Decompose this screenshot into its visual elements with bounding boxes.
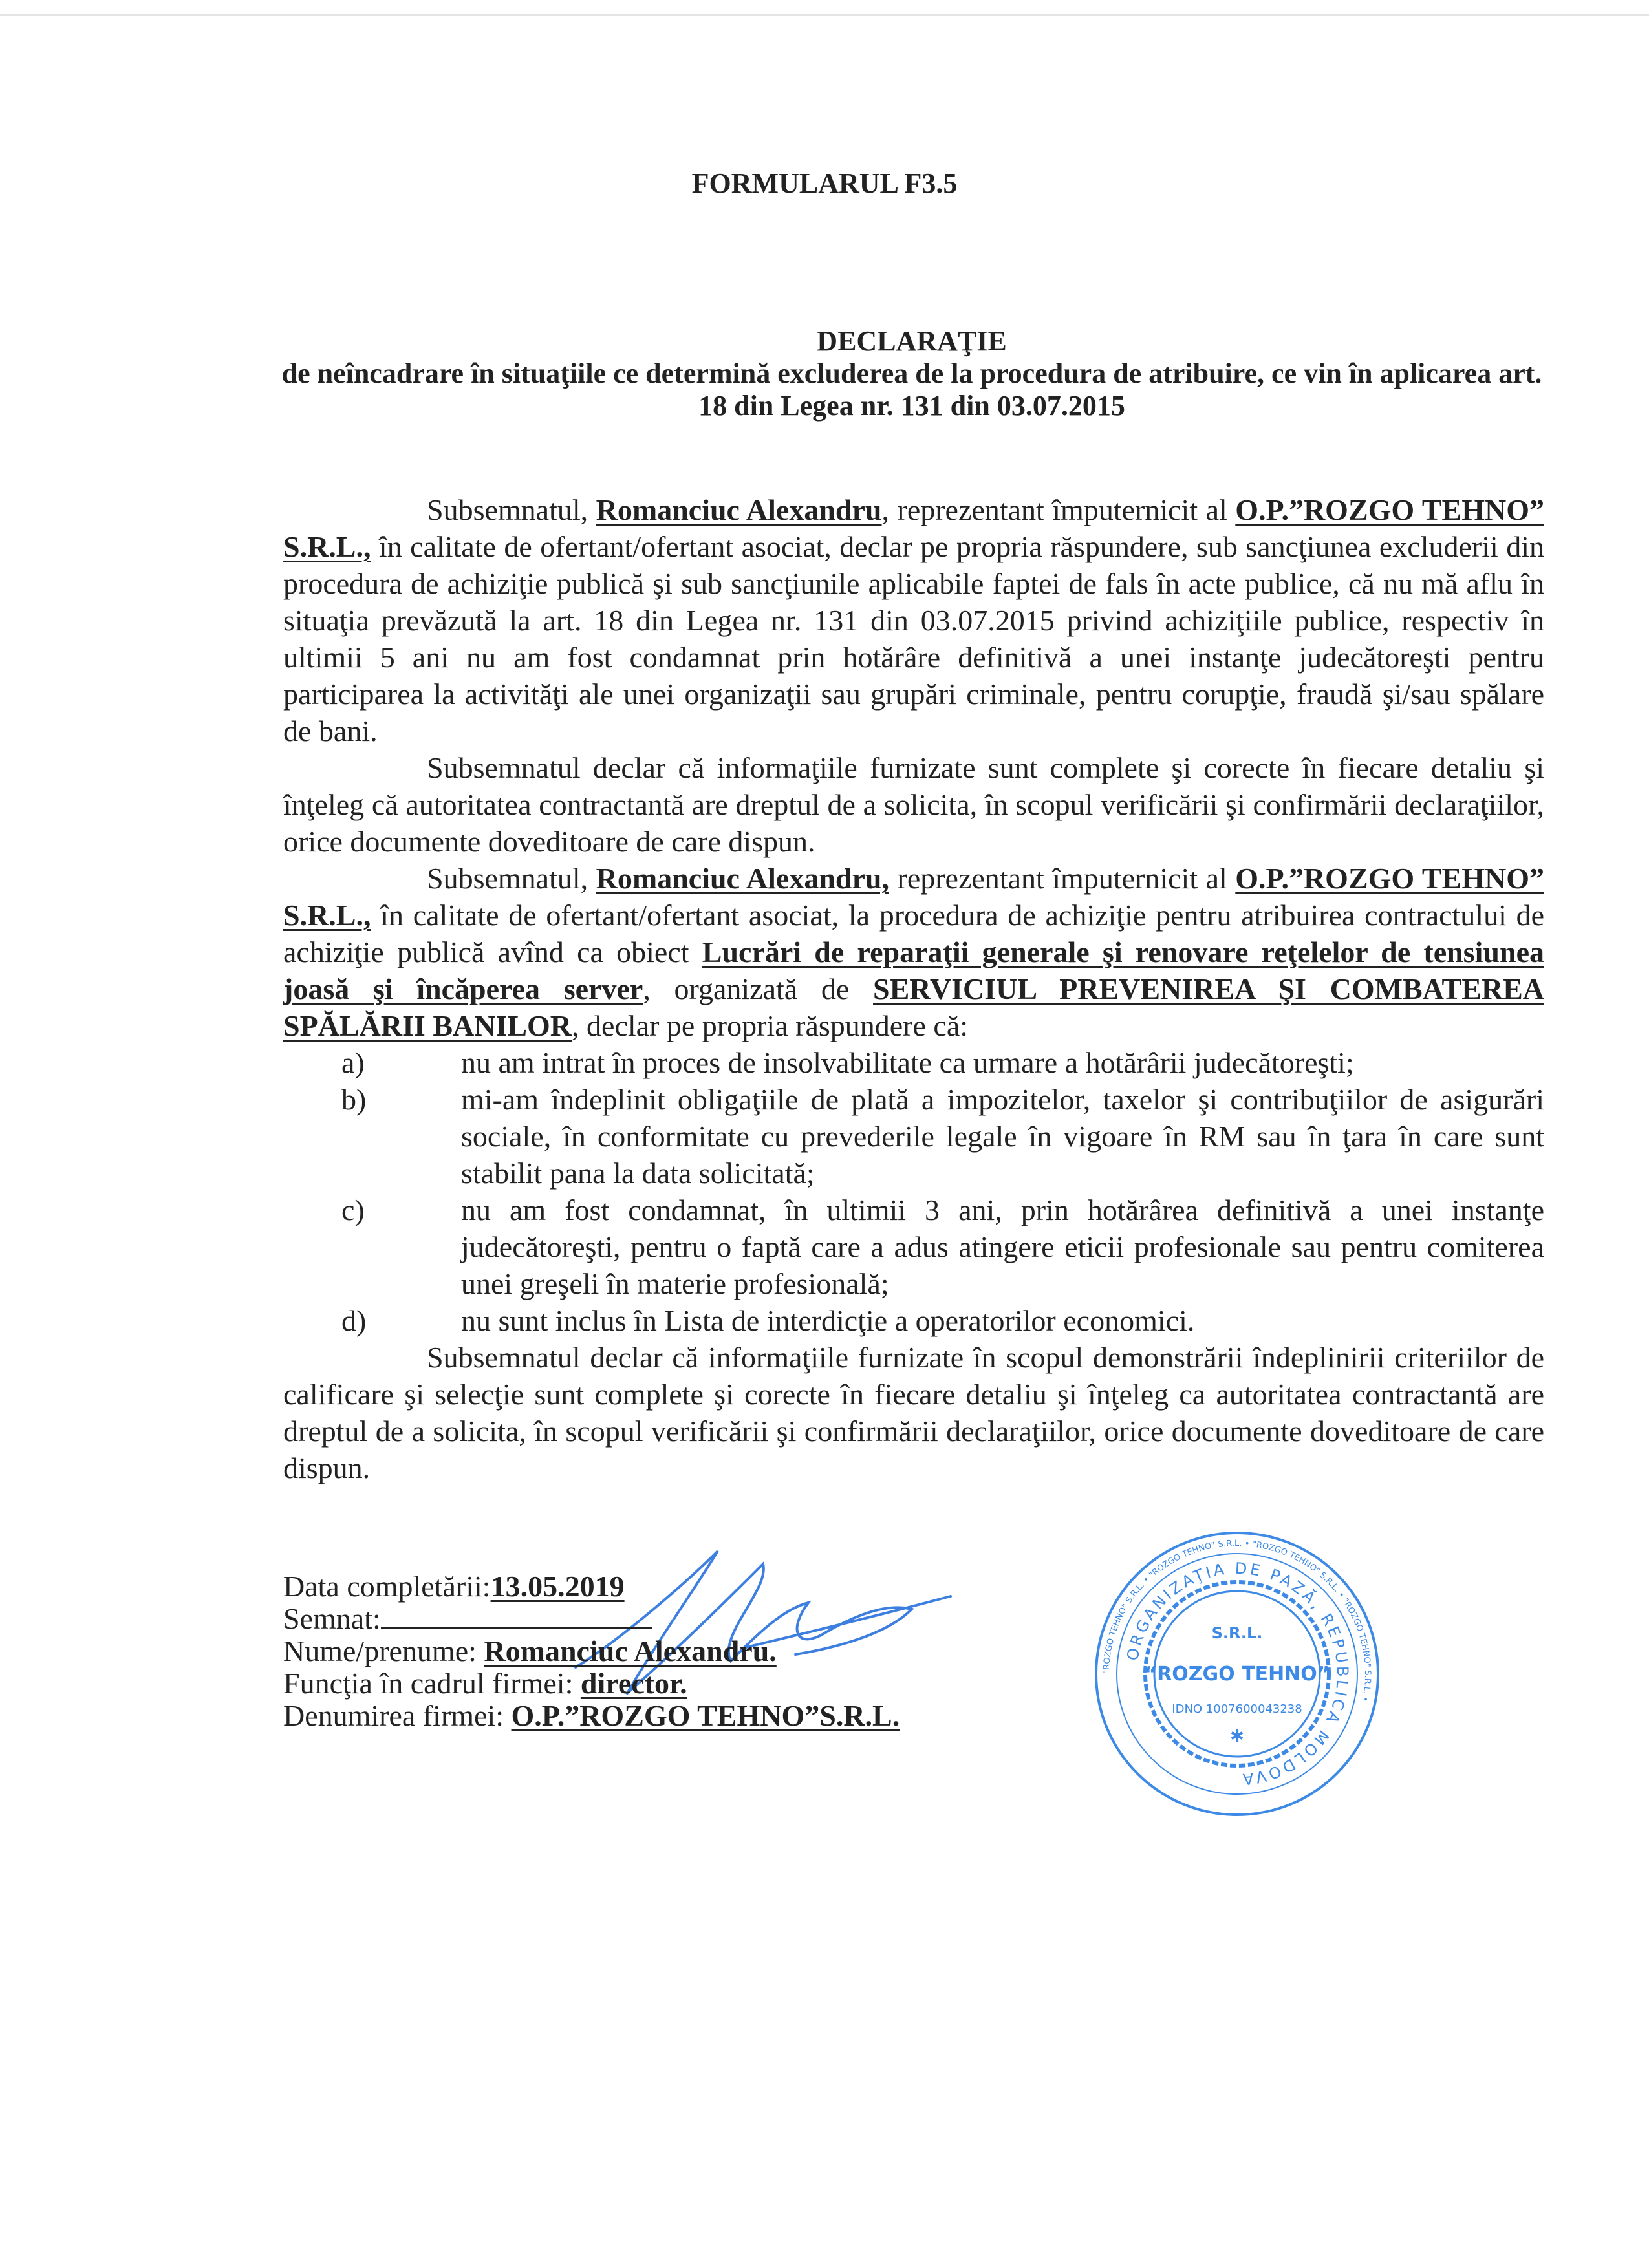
signed-label: Semnat: — [283, 1602, 381, 1635]
role-label: Funcţia în cadrul firmei: — [283, 1667, 581, 1700]
item-label: d) — [341, 1304, 367, 1337]
role-row — [283, 1667, 1027, 1700]
text: în calitate de ofertant/ofertant asociat, la procedura de achiziţie pentru atribuirea contractului de achiziţie publică avînd ca obiect — [283, 899, 1544, 968]
firm-name: O.P.”ROZGO TEHNO” S.R.L., — [283, 862, 1544, 932]
heading-title: DECLARAŢIE — [817, 325, 1007, 357]
contracting-authority: SERVICIUL PREVENIREA ŞI COMBATEREA SPĂLĂRII BANILOR — [283, 972, 1544, 1042]
company-stamp — [1092, 1525, 1383, 1823]
stamp-company: “ROZGO TEHNO” — [1144, 1663, 1330, 1685]
text: Subsemnatul, — [427, 862, 596, 895]
list-item — [283, 1081, 1544, 1192]
paragraph-4: Subsemnatul declar că informaţiile furnizate în scopul demonstrării îndeplinirii criteriilor de calificare şi selecţie sunt complete şi corecte în fiecare detaliu şi înţeleg ca autoritatea contractantă are dreptul de a solicita, în scopul verificării şi confirmării declaraţiilor, orice documente doveditoare de care dispun. — [283, 1341, 1544, 1484]
form-title: FORMULARUL F3.5 — [691, 167, 958, 199]
signer-name: Romanciuc Alexandru, — [596, 862, 890, 895]
item-label: a) — [341, 1046, 365, 1079]
item-text: mi-am îndeplinit obligaţiile de plată a impozitelor, taxelor şi contribuţiilor de asigurări sociale, în conformitate cu prevederile legale în vigoare în RM sau în ţara în care sunt stabilit pana la data solicitată; — [461, 1083, 1544, 1190]
signature-line — [381, 1627, 652, 1629]
text: Subsemnatul, — [427, 493, 596, 526]
paragraph-1 — [283, 491, 1544, 749]
firm-name: O.P.”ROZGO TEHNO” S.R.L., — [283, 493, 1544, 563]
stamp-srl: S.R.L. — [1211, 1624, 1263, 1642]
list-item — [283, 1302, 1544, 1339]
text: , organizată de — [643, 972, 873, 1005]
text: în calitate de ofertant/ofertant asociat, declar pe propria răspundere, sub sancţiunea excluderii din procedura de achiziţie publică şi sub sancţiunile aplicabile faptei de fals în acte publice, că nu mă aflu în situaţia prevăzută la art. 18 din Legea nr. 131 din 03.07.2015 privind achiziţiile publice, respectiv în ultimii 5 ani nu am fost condamnat prin hotărâre definitivă a unei instanţe judecătoreşti pentru participarea la activităţi ale unei organizaţii sau grupări criminale, pentru corupţie, fraudă şi/sau spălare de bani. — [283, 530, 1544, 747]
item-label: b) — [341, 1083, 367, 1116]
stamp-ring-text: ORGANIZAŢIA DE PAZĂ, REPUBLICA MOLDOVA — [1123, 1559, 1352, 1789]
signature-block — [283, 1525, 1027, 1732]
name-value: Romanciuc Alexandru. — [484, 1634, 777, 1667]
stamp-outer-text: "ROZGO TEHNO" S.R.L. • "ROZGO TEHNO" S.R.L. • "ROZGO TEHNO" S.R.L. • "ROZGO TEHNO" S.R.L. • — [1101, 1538, 1373, 1703]
declaration-body — [283, 491, 1544, 1486]
date-row — [283, 1570, 1027, 1603]
date-value: 13.05.2019 — [490, 1570, 625, 1603]
item-text: nu am fost condamnat, în ultimii 3 ani, prin hotărârea definitivă a unei instanţe judecătoreşti, pentru o faptă care a adus atingere eticii profesionale sau pentru comiterea unei greşeli în materie profesională; — [461, 1193, 1544, 1300]
contract-object: Lucrări de reparaţii generale şi renovare reţelelor de tensiunea joasă şi încăperea server — [283, 936, 1545, 1005]
firm-row — [283, 1700, 1027, 1732]
paragraph-2: Subsemnatul declar că informaţiile furnizate sunt complete şi corecte în fiecare detaliu şi înţeleg că autoritatea contractantă are dreptul de a solicita, în scopul verificării şi confirmării declaraţiilor, orice documente doveditoare de care dispun. — [283, 751, 1544, 858]
heading-subtitle: de neîncadrare în situaţiile ce determină excluderea de la procedura de atribuire, ce vin în aplicarea art. 18 din Legea nr. 131 din 03.07.2015 — [281, 358, 1542, 422]
signer-name: Romanciuc Alexandru — [596, 493, 882, 526]
firm-label: Denumirea firmei: — [283, 1699, 512, 1732]
text: reprezentant împuternicit al — [889, 862, 1236, 895]
name-label: Nume/prenume: — [283, 1634, 484, 1667]
text: , declar pe propria răspundere că: — [572, 1009, 969, 1042]
document-column — [283, 491, 1544, 1823]
item-text: nu sunt inclus în Lista de interdicţie a operatorilor economici. — [461, 1304, 1195, 1337]
declaration-heading — [272, 325, 1552, 422]
text: , reprezentant împuternicit al — [881, 493, 1236, 526]
paragraph-3 — [283, 860, 1544, 1044]
footer-area — [283, 1525, 1544, 1823]
name-row — [283, 1635, 1027, 1667]
stamp-star-icon: ✱ — [1230, 1727, 1244, 1746]
firm-value: O.P.”ROZGO TEHNO”S.R.L. — [511, 1699, 900, 1732]
role-value: director. — [580, 1667, 687, 1700]
signed-row — [283, 1603, 1027, 1635]
list-item — [283, 1192, 1544, 1302]
scan-edge-line — [0, 14, 1649, 16]
date-label: Data completării: — [283, 1570, 491, 1603]
stamp-idno: IDNO 1007600043238 — [1172, 1702, 1302, 1716]
list-item — [283, 1044, 1544, 1081]
item-label: c) — [341, 1193, 365, 1226]
item-text: nu am intrat în proces de insolvabilitate ca urmare a hotărârii judecătoreşti; — [461, 1046, 1354, 1079]
